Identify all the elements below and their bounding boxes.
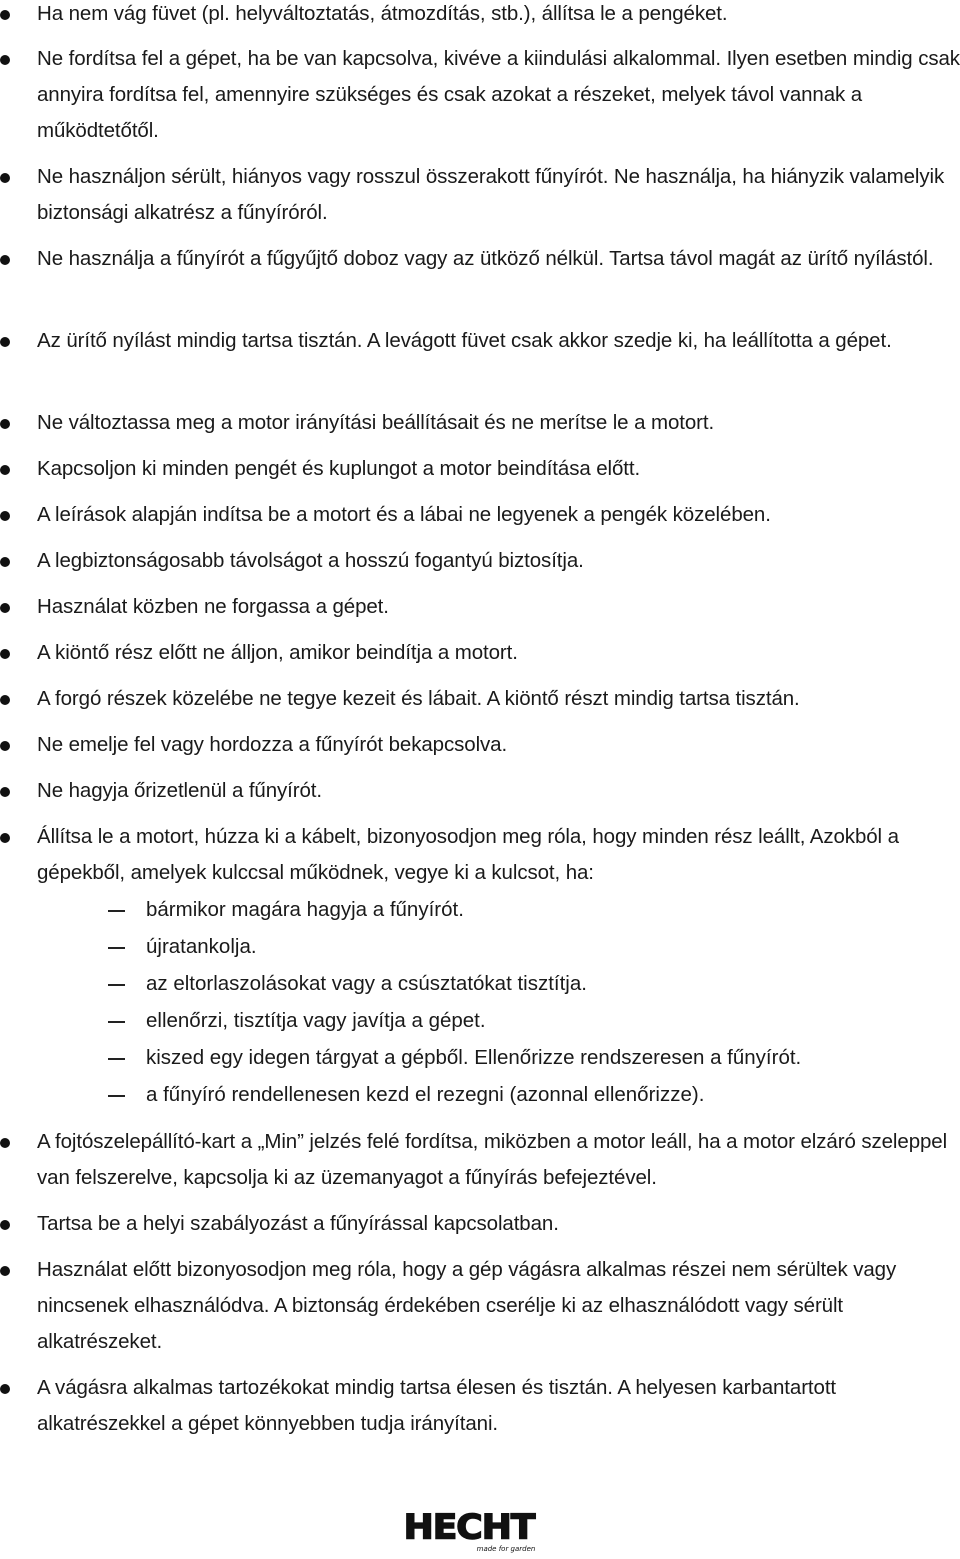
bullet-icon <box>0 649 10 659</box>
hecht-logo-icon <box>388 1506 550 1554</box>
bullet-icon <box>0 255 10 265</box>
bullet-icon <box>0 603 10 613</box>
sub-list-item-text: ellenőrzi, tisztítja vagy javítja a gépet. <box>146 1009 486 1032</box>
bullet-icon <box>0 1220 10 1230</box>
bullet-icon <box>0 1138 10 1148</box>
sub-list-item-text: a fűnyíró rendellenesen kezd el rezegni (azonnal ellenőrizze). <box>146 1083 705 1106</box>
list-item-text: Kapcsoljon ki minden pengét és kuplungot a motor beindítása előtt. <box>37 457 641 480</box>
bullet-icon <box>0 419 10 429</box>
bullet-icon <box>0 695 10 705</box>
dash-icon <box>108 1058 125 1060</box>
bullet-icon <box>0 787 10 797</box>
bullet-icon <box>0 1384 10 1394</box>
list-item-text: Ne emelje fel vagy hordozza a fűnyírót bekapcsolva. <box>37 733 508 756</box>
bullet-icon <box>0 511 10 521</box>
dash-icon <box>108 1021 125 1023</box>
sub-list-item-text: az eltorlaszolásokat vagy a csúsztatókat tisztítja. <box>146 972 587 995</box>
list-item-text: Használat előtt bizonyosodjon meg róla, hogy a gép vágásra alkalmas részei nem sérültek vagy nincsenek elhasználódva. A biztonság érdekében cserélje ki az elhasználódott vagy sérült alkatrészeket. <box>37 1258 897 1353</box>
list-item-text: A legbiztonságosabb távolságot a hosszú fogantyú biztosítja. <box>37 549 584 572</box>
list-item-text: Ne használjon sérült, hiányos vagy rosszul összerakott fűnyírót. Ne használja, ha hiányzik valamelyik biztonsági alkatrész a fűnyíróról. <box>37 165 945 224</box>
dash-icon <box>108 910 125 912</box>
hecht-logo <box>388 1506 550 1554</box>
list-item-text: Az ürítő nyílást mindig tartsa tisztán. A levágott füvet csak akkor szedje ki, ha leállította a gépet. <box>37 329 892 352</box>
sub-list-item-text: újratankolja. <box>146 935 257 958</box>
dash-icon <box>108 1095 125 1097</box>
logo-tagline: made for garden <box>476 1545 536 1553</box>
list-item-text: Tartsa be a helyi szabályozást a fűnyírással kapcsolatban. <box>37 1212 559 1235</box>
bullet-icon <box>0 10 10 20</box>
bullet-icon <box>0 173 10 183</box>
list-item-text: Ne hagyja őrizetlenül a fűnyírót. <box>37 779 323 802</box>
bullet-icon <box>0 337 10 347</box>
list-item-text: Ha nem vág füvet (pl. helyváltoztatás, átmozdítás, stb.), állítsa le a pengéket. <box>37 2 728 25</box>
list-item-text: A fojtószelepállító-kart a „Min” jelzés felé fordítsa, miközben a motor leáll, ha a motor elzáró szeleppel van felszerelve, kapcsolja ki az üzemanyagot a fűnyírás befejeztével. <box>37 1130 948 1189</box>
bullet-icon <box>0 741 10 751</box>
bullet-icon <box>0 1266 10 1276</box>
list-item-text: A leírások alapján indítsa be a motort és a lábai ne legyenek a pengék közelében. <box>37 503 771 526</box>
list-item-text: Ne fordítsa fel a gépet, ha be van kapcsolva, kivéve a kiindulási alkalommal. Ilyen esetben mindig csak annyira fordítsa fel, amennyire szükséges és csak azokat a részeket, melyek távol vannak a működtetőtől. <box>37 47 960 142</box>
list-item-text: Ne változtassa meg a motor irányítási beállításait és ne merítse le a motort. <box>37 411 715 434</box>
list-item-text: A vágásra alkalmas tartozékokat mindig tartsa élesen és tisztán. A helyesen karbantartott alkatrészekkel a gépet könnyebben tudja irányítani. <box>37 1376 837 1435</box>
list-item-text: Ne használja a fűnyírót a fűgyűjtő doboz vagy az ütköző nélkül. Tartsa távol magát az ürítő nyílástól. <box>37 247 934 270</box>
sub-list-item-text: bármikor magára hagyja a fűnyírót. <box>146 898 464 921</box>
bullet-icon <box>0 557 10 567</box>
list-item-text: Használat közben ne forgassa a gépet. <box>37 595 389 618</box>
bullet-icon <box>0 465 10 475</box>
sub-list-item-text: kiszed egy idegen tárgyat a gépből. Ellenőrizze rendszeresen a fűnyírót. <box>146 1046 802 1069</box>
logo-wordmark: HECHT <box>403 1507 535 1548</box>
bullet-icon <box>0 55 10 65</box>
list-item-text: A forgó részek közelébe ne tegye kezeit és lábait. A kiöntő részt mindig tartsa tisztán. <box>37 687 800 710</box>
dash-icon <box>108 984 125 986</box>
list-item-text: Állítsa le a motort, húzza ki a kábelt, bizonyosodjon meg róla, hogy minden rész leállt, Azokból a gépekből, amelyek kulccsal működnek, vegye ki a kulcsot, ha: <box>37 825 899 884</box>
dash-icon <box>108 947 125 949</box>
list-item-text: A kiöntő rész előtt ne álljon, amikor beindítja a motort. <box>37 641 518 664</box>
bullet-icon <box>0 833 10 843</box>
